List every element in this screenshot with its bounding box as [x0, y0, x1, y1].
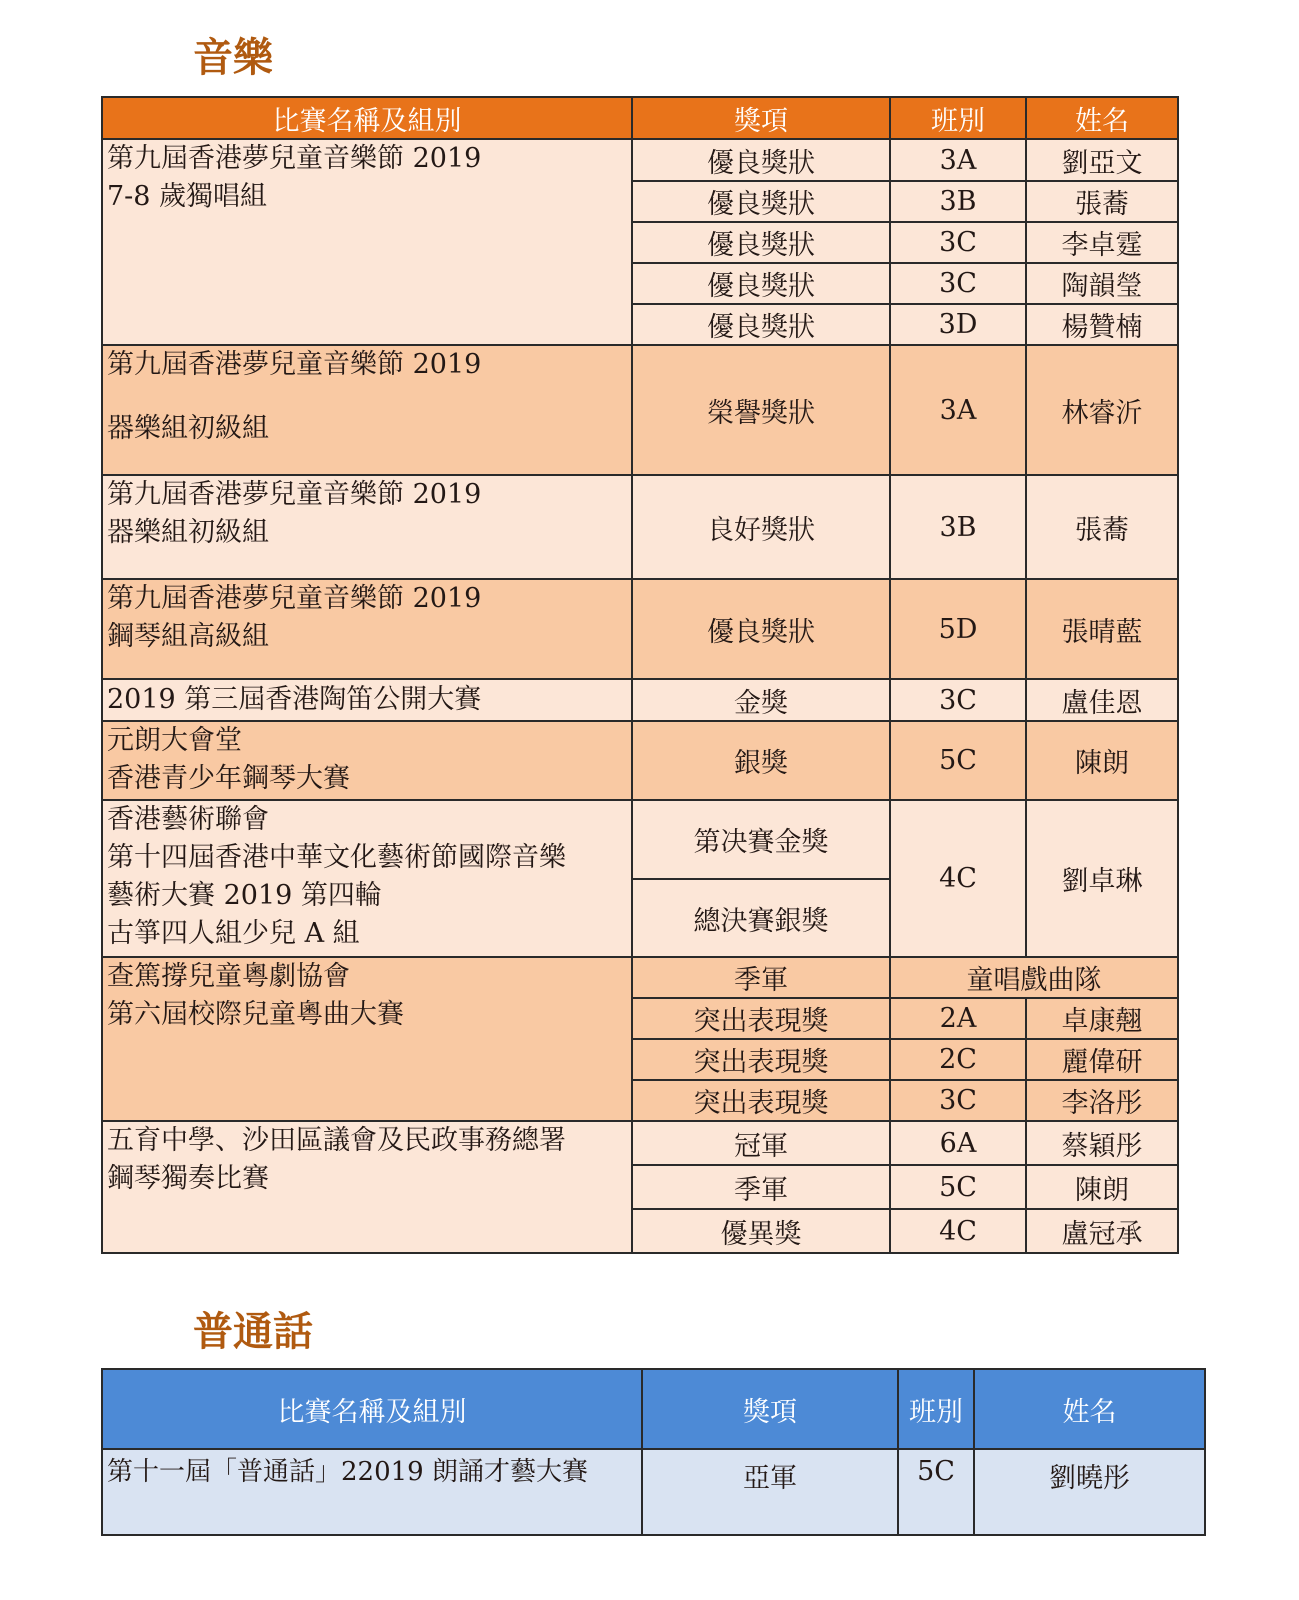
- award-cell: 優良獎狀: [632, 579, 890, 679]
- class-cell: 5C: [898, 1449, 974, 1535]
- header-award: 獎項: [632, 97, 890, 139]
- class-cell: 2C: [890, 1039, 1026, 1080]
- class-cell: 3A: [890, 139, 1026, 181]
- header-class: 班別: [890, 97, 1026, 139]
- student-name-cell: 陳朗: [1026, 721, 1178, 800]
- student-name-cell: 盧冠承: [1026, 1209, 1178, 1253]
- mandarin-awards-table: [101, 1368, 1206, 1536]
- student-name-cell: 張晴藍: [1026, 579, 1178, 679]
- student-name-cell: 楊贊楠: [1026, 304, 1178, 345]
- competition-cell: [102, 475, 632, 579]
- table-row: [102, 139, 1178, 181]
- competition-line: 第六屆校際兒童粵曲大賽: [107, 999, 404, 1030]
- award-cell: 季軍: [632, 1165, 890, 1209]
- competition-line: 第九屆香港夢兒童音樂節 2019: [107, 143, 482, 174]
- competition-line: 藝術大賽 2019 第四輪: [107, 880, 382, 911]
- award-cell: 冠軍: [632, 1121, 890, 1165]
- class-cell: 3C: [890, 222, 1026, 263]
- header-competition: 比賽名稱及組別: [102, 97, 632, 139]
- competition-cell: [102, 957, 632, 1121]
- music-awards-table: [101, 96, 1179, 1254]
- competition-cell: [102, 800, 632, 957]
- student-name-cell: 陶韻瑩: [1026, 263, 1178, 304]
- student-name-cell: 林睿沂: [1026, 345, 1178, 475]
- award-cell: 優異獎: [632, 1209, 890, 1253]
- award-cell: 優良獎狀: [632, 304, 890, 345]
- class-cell: 3B: [890, 475, 1026, 579]
- student-name-cell: 盧佳恩: [1026, 679, 1178, 721]
- award-cell: 優良獎狀: [632, 222, 890, 263]
- class-cell: 5C: [890, 721, 1026, 800]
- competition-line: 2019 第三屆香港陶笛公開大賽: [107, 684, 482, 715]
- music-section-title: 音樂: [193, 34, 273, 81]
- table-row: [102, 475, 1178, 579]
- table-row: [102, 1449, 1205, 1535]
- competition-line: 第九屆香港夢兒童音樂節 2019: [107, 479, 482, 510]
- class-cell: 3C: [890, 1080, 1026, 1121]
- class-cell: 3C: [890, 679, 1026, 721]
- competition-line: 查篤撐兒童粵劇協會: [107, 961, 350, 992]
- table-row: [102, 345, 1178, 475]
- table-header-row: [102, 1369, 1205, 1449]
- competition-line: 鋼琴獨奏比賽: [107, 1163, 269, 1194]
- student-name-cell: 李卓霆: [1026, 222, 1178, 263]
- award-cell: 亞軍: [642, 1449, 898, 1535]
- class-cell: 3D: [890, 304, 1026, 345]
- competition-line: 第九屆香港夢兒童音樂節 2019: [107, 583, 482, 614]
- award-cell: 優良獎狀: [632, 263, 890, 304]
- competition-cell: [102, 345, 632, 475]
- competition-cell: [102, 139, 632, 345]
- student-name-cell: 李洛彤: [1026, 1080, 1178, 1121]
- class-cell: 4C: [890, 1209, 1026, 1253]
- class-cell: 3B: [890, 181, 1026, 222]
- class-cell: 3A: [890, 345, 1026, 475]
- competition-line: 第十四屆香港中華文化藝術節國際音樂: [107, 842, 566, 873]
- header-competition: 比賽名稱及組別: [102, 1369, 642, 1449]
- team-name-cell: 童唱戲曲隊: [890, 957, 1178, 998]
- competition-cell: 第十一屆「普通話」22019 朗誦才藝大賽: [102, 1449, 642, 1535]
- student-name-cell: 陳朗: [1026, 1165, 1178, 1209]
- table-row: [102, 579, 1178, 679]
- student-name-cell: 麗偉研: [1026, 1039, 1178, 1080]
- award-cell: 良好獎狀: [632, 475, 890, 579]
- award-cell: 季軍: [632, 957, 890, 998]
- award-cell: 總決賽銀獎: [632, 879, 890, 957]
- competition-line: 香港青少年鋼琴大賽: [107, 763, 350, 794]
- class-cell: 4C: [890, 800, 1026, 957]
- student-name-cell: 劉曉彤: [974, 1449, 1205, 1535]
- competition-line: 器樂組初級組: [107, 517, 269, 548]
- student-name-cell: 卓康翹: [1026, 998, 1178, 1039]
- competition-line: 古箏四人組少兒 A 組: [107, 918, 360, 949]
- competition-cell: [102, 1121, 632, 1253]
- student-name-cell: 劉亞文: [1026, 139, 1178, 181]
- student-name-cell: 張蕎: [1026, 475, 1178, 579]
- table-row: [102, 800, 1178, 879]
- table-header-row: [102, 97, 1178, 139]
- award-cell: 突出表現獎: [632, 1080, 890, 1121]
- competition-line: 7-8 歲獨唱組: [107, 181, 268, 212]
- class-cell: 3C: [890, 263, 1026, 304]
- student-name-cell: 劉卓琳: [1026, 800, 1178, 957]
- table-row: [102, 721, 1178, 800]
- table-row: [102, 957, 1178, 998]
- award-cell: 突出表現獎: [632, 1039, 890, 1080]
- header-name: 姓名: [974, 1369, 1205, 1449]
- competition-cell: [102, 579, 632, 679]
- competition-cell: [102, 721, 632, 800]
- class-cell: 2A: [890, 998, 1026, 1039]
- class-cell: 5C: [890, 1165, 1026, 1209]
- mandarin-section-title: 普通話: [193, 1308, 313, 1355]
- header-award: 獎項: [642, 1369, 898, 1449]
- class-cell: 6A: [890, 1121, 1026, 1165]
- header-class: 班別: [898, 1369, 974, 1449]
- competition-line: 鋼琴組高級組: [107, 621, 269, 652]
- header-name: 姓名: [1026, 97, 1178, 139]
- award-cell: 金獎: [632, 679, 890, 721]
- student-name-cell: 蔡穎彤: [1026, 1121, 1178, 1165]
- award-cell: 榮譽獎狀: [632, 345, 890, 475]
- class-cell: 5D: [890, 579, 1026, 679]
- award-cell: 銀獎: [632, 721, 890, 800]
- award-cell: 優良獎狀: [632, 139, 890, 181]
- student-name-cell: 張蕎: [1026, 181, 1178, 222]
- competition-line: 五育中學、沙田區議會及民政事務總署: [107, 1125, 566, 1156]
- competition-line: 第九屆香港夢兒童音樂節 2019: [107, 349, 482, 380]
- competition-line: 元朗大會堂: [107, 725, 242, 756]
- competition-line: 香港藝術聯會: [107, 804, 269, 835]
- award-cell: 優良獎狀: [632, 181, 890, 222]
- competition-cell: [102, 679, 632, 721]
- award-cell: 突出表現獎: [632, 998, 890, 1039]
- table-row: [102, 1121, 1178, 1165]
- table-row: [102, 679, 1178, 721]
- award-cell: 第决賽金獎: [632, 800, 890, 879]
- competition-line: 器樂組初級組: [107, 413, 269, 444]
